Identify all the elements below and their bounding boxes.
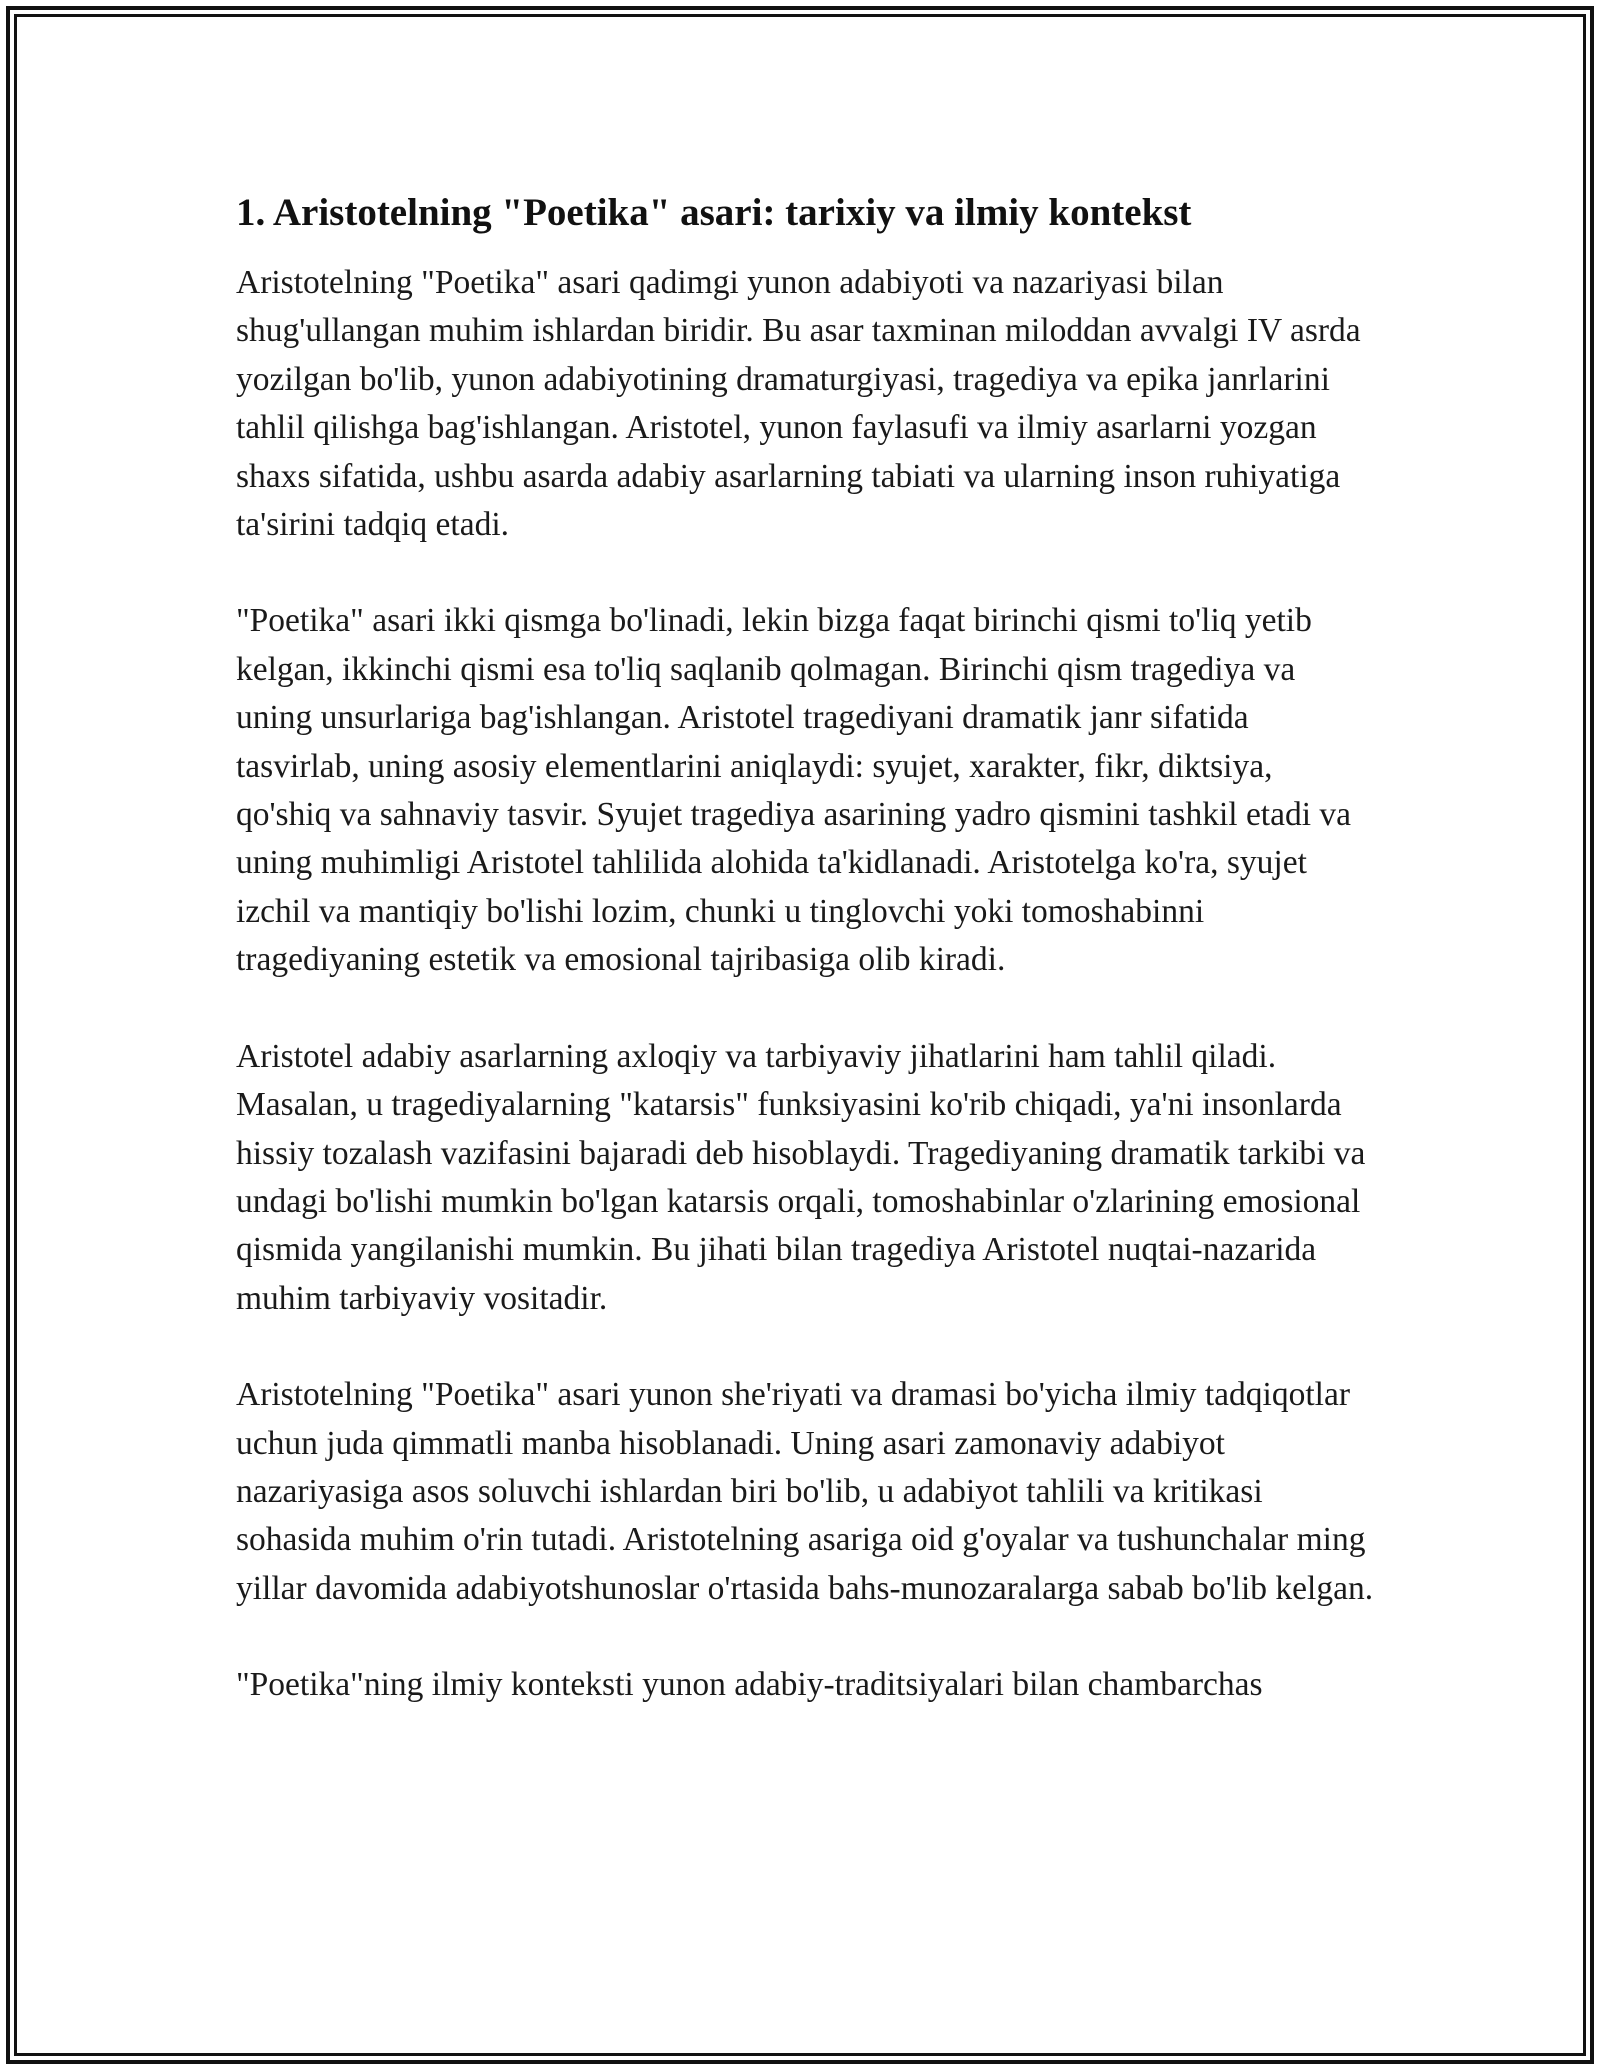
section-heading: 1. Aristotelning "Poetika" asari: tarixiy va ilmiy kontekst [236,191,1192,234]
paragraph-4: Aristotelning "Poetika" asari yunon she'riyati va dramasi bo'yicha ilmiy tadqiqotlar uchun juda qimmatli manba hisoblanadi. Uning asari zamonaviy adabiyot nazariyasiga asos soluvchi ishlardan biri bo'lib, u adabiyot tahlili va kritikasi sohasida muhim o'rin tutadi. Aristotelning asariga oid g'oyalar va tushunchalar ming yillar davomida adabiyotshunoslar o'rtasida bahs-munozaralarga sabab bo'lib kelgan. [236,1376,1374,1607]
paragraph-5: "Poetika"ning ilmiy konteksti yunon adabiy-traditsiyalari bilan chambarchas [236,1666,1263,1704]
document-body [236,185,1376,1758]
paragraph-2: "Poetika" asari ikki qismga bo'linadi, lekin bizga faqat birinchi qismi to'liq yetib kelgan, ikkinchi qismi esa to'liq saqlanib qolmagan. Birinchi qism tragediya va uning unsurlariga bag'ishlangan. Aristotel tragediyani dramatik janr sifatida tasvirlab, uning asosiy elementlarini aniqlaydi: syujet, xarakter, fikr, diktsiya, qo'shiq va sahnaviy tasvir. Syujet tragediya asarining yadro qismini tashkil etadi va uning muhimligi Aristotel tahlilida alohida ta'kidlanadi. Aristotelga ko'ra, syujet izchil va mantiqiy bo'lishi lozim, chunki u tinglovchi yoki tomoshabinni tragediyaning estetik va emosional tajribasiga olib kiradi. [236,602,1352,979]
paragraph-3: Aristotel adabiy asarlarning axloqiy va tarbiyaviy jihatlarini ham tahlil qiladi. Masalan, u tragediyalarning "katarsis" funksiyasini ko'rib chiqadi, ya'ni insonlarda hissiy tozalash vazifasini bajaradi deb hisoblaydi. Tragediyaning dramatik tarkibi va undagi bo'lishi mumkin bo'lgan katarsis orqali, tomoshabinlar o'zlarining emosional qismida yangilanishi mumkin. Bu jihati bilan tragediya Aristotel nuqtai-nazarida muhim tarbiyaviy vositadir. [236,1037,1366,1317]
paragraph-1: Aristotelning "Poetika" asari qadimgi yunon adabiyoti va nazariyasi bilan shug'ullangan muhim ishlardan biridir. Bu asar taxminan miloddan avvalgi IV asrda yozilgan bo'lib, yunon adabiyotining dramaturgiyasi, tragediya va epika janrlarini tahlil qilishga bag'ishlangan. Aristotel, yunon faylasufi va ilmiy asarlarni yozgan shaxs sifatida, ushbu asarda adabiy asarlarning tabiati va ularning inson ruhiyatiga ta'sirini tadqiq etadi. [236,264,1361,544]
